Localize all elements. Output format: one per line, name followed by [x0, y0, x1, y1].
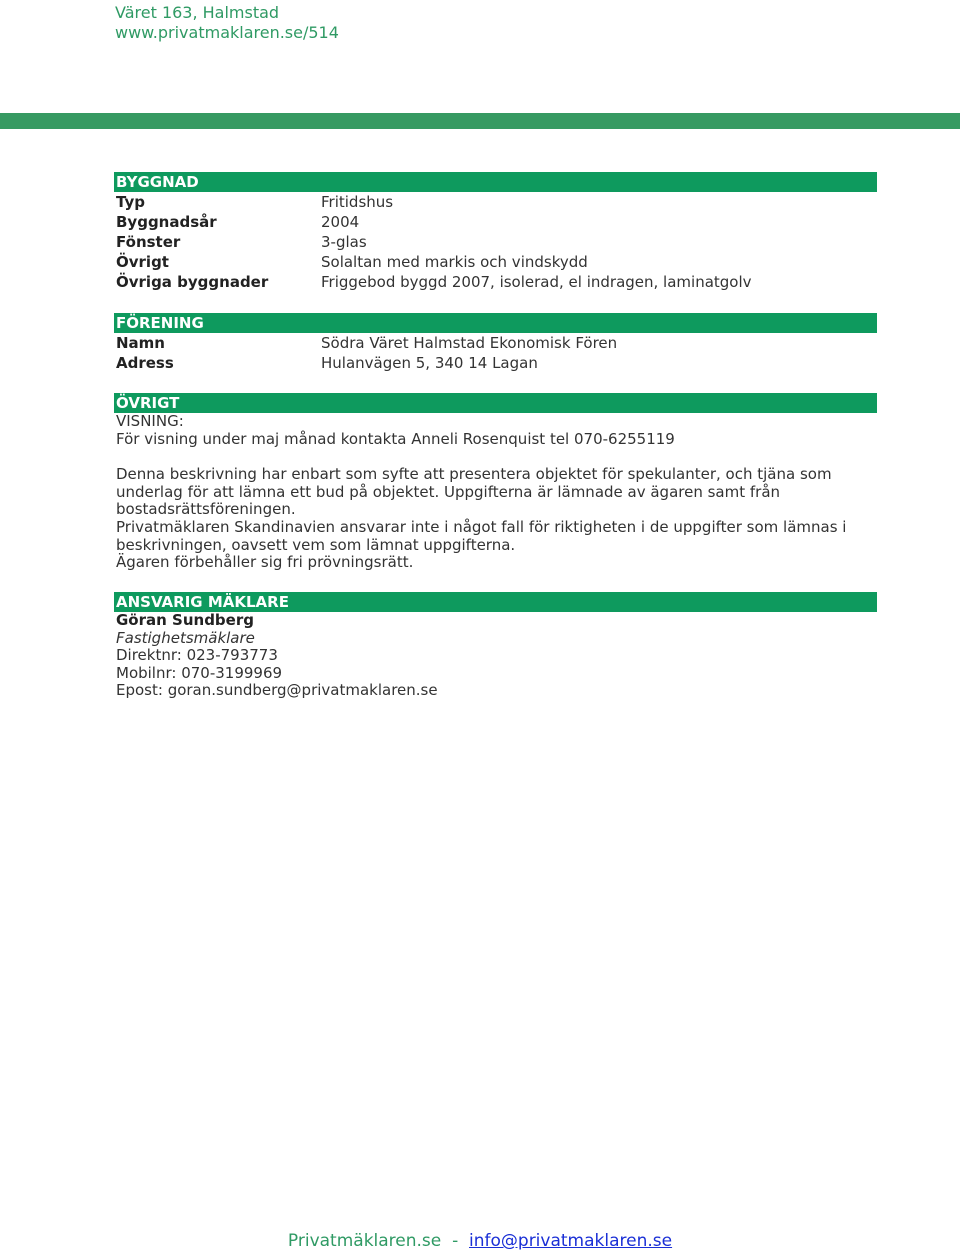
- property-url[interactable]: www.privatmaklaren.se/514: [115, 23, 339, 42]
- info-row: [114, 192, 877, 212]
- page-footer: [0, 1230, 960, 1252]
- row-label: Namn: [116, 334, 165, 352]
- row-label: Övrigt: [116, 253, 169, 271]
- section-byggnad: [114, 172, 877, 292]
- footer-separator: -: [452, 1231, 459, 1251]
- info-row: [114, 232, 877, 252]
- agent-name: Göran Sundberg: [116, 611, 254, 629]
- row-value: Södra Väret Halmstad Ekonomisk Fören: [321, 334, 618, 352]
- section-title-maklare: ANSVARIG MÄKLARE: [114, 592, 877, 612]
- disclaimer-paragraph: Privatmäklaren Skandinavien ansvarar inte i något fall för riktigheten i de uppgifter som lämnas i beskrivningen, oavsett vem som lämnat uppgifterna.: [116, 517, 847, 554]
- section-title-ovrigt: ÖVRIGT: [114, 393, 877, 413]
- row-value: 3-glas: [321, 233, 367, 251]
- row-label: Fönster: [116, 233, 181, 251]
- row-label: Byggnadsår: [116, 213, 217, 231]
- footer-email-link[interactable]: info@privatmaklaren.se: [469, 1231, 673, 1251]
- visning-heading: VISNING:: [116, 412, 184, 430]
- paragraph-gap: [116, 448, 877, 466]
- section-title-forening: FÖRENING: [114, 313, 877, 333]
- info-row: [114, 212, 877, 232]
- row-label: Adress: [116, 354, 174, 372]
- row-value: Hulanvägen 5, 340 14 Lagan: [321, 354, 538, 372]
- section-forening: [114, 313, 877, 373]
- disclaimer-paragraph: Ägaren förbehåller sig fri prövningsrätt.: [116, 553, 414, 572]
- agent-role: Fastighetsmäklare: [116, 628, 255, 647]
- disclaimer-paragraph: Denna beskrivning har enbart som syfte att presentera objektet för spekulanter, och tjäna som underlag för att lämna ett bud på objektet. Uppgifterna är lämnade av ägaren samt från bostadsrättsföreningen.: [116, 465, 832, 519]
- info-row: [114, 252, 877, 272]
- visning-text: För visning under maj månad kontakta Anneli Rosenquist tel 070-6255119: [116, 429, 675, 448]
- section-maklare: [114, 592, 877, 700]
- page-header: [115, 3, 339, 43]
- row-label: Typ: [116, 193, 145, 211]
- info-row: [114, 353, 877, 373]
- section-ovrigt: [114, 393, 877, 572]
- row-label: Övriga byggnader: [116, 273, 269, 291]
- section-title-byggnad: BYGGNAD: [114, 172, 877, 192]
- info-row: [114, 333, 877, 353]
- row-value: Solaltan med markis och vindskydd: [321, 253, 588, 271]
- row-value: Fritidshus: [321, 193, 394, 211]
- info-row: [114, 272, 877, 292]
- row-value: 2004: [321, 213, 360, 231]
- property-address: Väret 163, Halmstad: [115, 3, 280, 22]
- row-value: Friggebod byggd 2007, isolerad, el indragen, laminatgolv: [321, 273, 752, 291]
- agent-direct-phone: Direktnr: 023-793773: [116, 646, 278, 665]
- agent-contact: [114, 612, 877, 700]
- agent-email: Epost: goran.sundberg@privatmaklaren.se: [116, 681, 438, 700]
- agent-mobile-phone: Mobilnr: 070-3199969: [116, 663, 283, 682]
- header-divider-band: [0, 113, 960, 129]
- footer-site-name: Privatmäklaren.se: [287, 1231, 442, 1251]
- ovrigt-text: [114, 413, 877, 572]
